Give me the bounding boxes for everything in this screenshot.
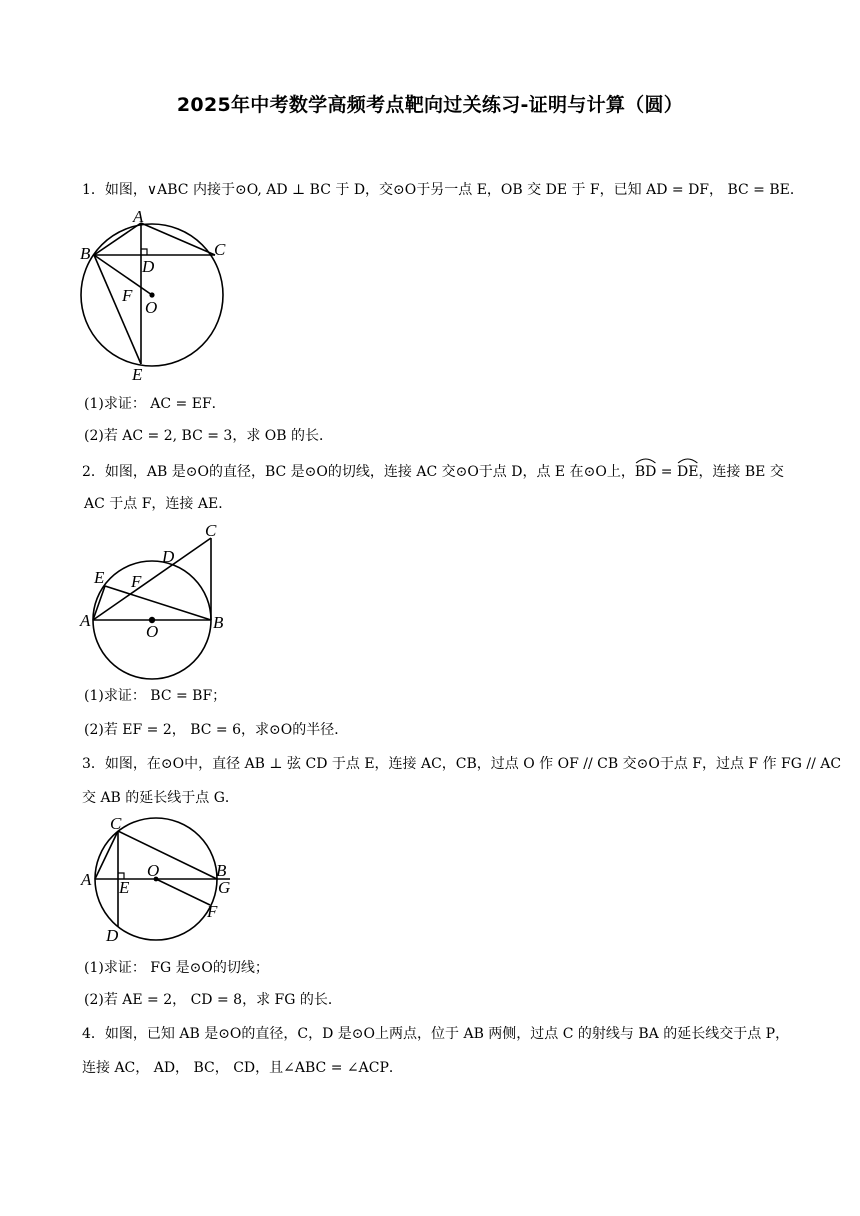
q3-part2: (2)若 AE = 2， CD = 8，求 FG 的长． bbox=[84, 992, 342, 1008]
q1-figure bbox=[76, 206, 246, 386]
q3-label-b: B bbox=[216, 861, 227, 880]
q4-stem-b: 连接 AC， AD， BC， CD，且∠ABC = ∠ACP． bbox=[82, 1060, 403, 1076]
q2-label-b: B bbox=[213, 613, 224, 632]
q1-label-c: C bbox=[214, 240, 226, 259]
q1-label-d: D bbox=[142, 257, 155, 276]
q2-arc-bd: BD bbox=[635, 462, 657, 482]
q2-part1: (1)求证： BC = BF； bbox=[84, 688, 227, 704]
q1-label-b: B bbox=[80, 244, 91, 263]
q3-figure bbox=[76, 812, 246, 946]
q3-label-a: A bbox=[81, 870, 92, 889]
q1-stem: 1．如图，∨ABC 内接于⊙O, AD ⊥ BC 于 D，交⊙O于另一点 E，OB 交 DE 于 F，已知 AD = DF， BC = BE． bbox=[82, 182, 804, 198]
q1-part2: (2)若 AC = 2, BC = 3，求 OB 的长． bbox=[84, 428, 334, 444]
q3-label-f: F bbox=[207, 902, 218, 921]
q3-label-o: O bbox=[147, 861, 160, 880]
q1-label-o: O bbox=[145, 298, 158, 317]
q2-stem: 2．如图，AB 是⊙O的直径，BC 是⊙O的切线，连接 AC 交⊙O于点 D，点 E 在⊙O上，BD = DE ，连接 BE 交 bbox=[82, 462, 812, 482]
q3-label-d: D bbox=[106, 926, 119, 945]
q3-stem-b: 交 AB 的延长线于点 G． bbox=[82, 790, 239, 806]
q3-stem: 3．如图，在⊙O中，直径 AB ⊥ 弦 CD 于点 E，连接 AC，CB，过点 O 作 OF // CB 交⊙O于点 F，过点 F 作 FG // AC bbox=[82, 756, 842, 772]
q2-part2: (2)若 EF = 2， BC = 6，求⊙O的半径． bbox=[84, 722, 349, 738]
q1-label-f: F bbox=[122, 286, 133, 305]
q2-label-o: O bbox=[146, 622, 159, 641]
page-title: 2025年中考数学高频考点靶向过关练习-证明与计算（圆） bbox=[176, 94, 684, 116]
q2-label-c: C bbox=[205, 521, 217, 540]
q2-label-a: A bbox=[80, 611, 91, 630]
q3-label-e: E bbox=[119, 878, 130, 897]
q3-label-g: G bbox=[218, 878, 231, 897]
q1-label-e: E bbox=[132, 365, 143, 384]
q2-label-f: F bbox=[131, 572, 142, 591]
q2-stem-b: ，连接 BE 交 bbox=[698, 464, 784, 480]
q2-arc-de: DE bbox=[677, 462, 698, 482]
q2-stem-a: 2．如图，AB 是⊙O的直径，BC 是⊙O的切线，连接 AC 交⊙O于点 D，点 E 在⊙O上， bbox=[82, 464, 635, 480]
q4-stem: 4．如图，已知 AB 是⊙O的直径，C，D 是⊙O上两点，位于 AB 两侧，过点 C 的射线与 BA 的延长线交于点 P， bbox=[82, 1026, 790, 1042]
q2-stem-c: AC 于点 F，连接 AE． bbox=[84, 496, 233, 512]
q3-label-c: C bbox=[110, 814, 122, 833]
q1-part1: (1)求证： AC = EF． bbox=[84, 396, 226, 412]
q3-part1: (1)求证： FG 是⊙O的切线； bbox=[84, 960, 269, 976]
q2-figure bbox=[76, 520, 246, 690]
q2-label-e: E bbox=[94, 568, 105, 587]
q2-label-d: D bbox=[162, 547, 175, 566]
q1-label-a: A bbox=[133, 207, 144, 226]
